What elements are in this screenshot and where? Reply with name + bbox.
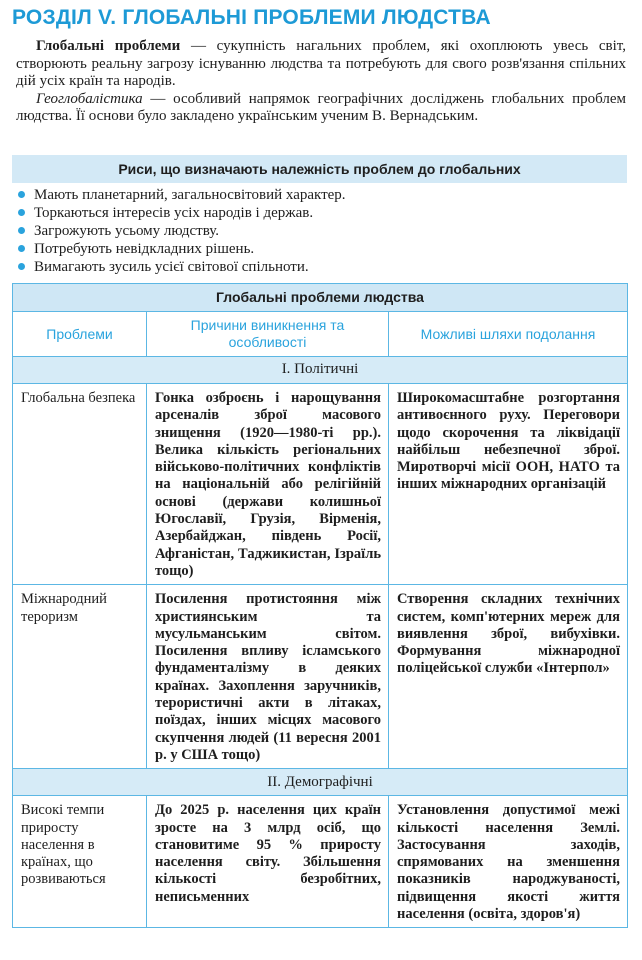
- list-item-text: Потребують невідкладних рішень.: [34, 241, 255, 257]
- list-item-text: Загрожують усьому людству.: [34, 223, 220, 239]
- term-global-problems: Глобальні проблеми: [36, 38, 181, 54]
- section-demographic: II. Демографічні: [13, 769, 628, 796]
- section-political: I. Політичні: [13, 357, 628, 384]
- bullet-icon: [18, 263, 25, 270]
- definition-text: — особливий напрямок географічних досліджень глобальних проблем людства. Її основи було закладено українським ученим В. Вернадським.: [16, 90, 626, 124]
- definition-text: — сукупність нагальних проблем, які охоплюють увесь світ, створюють реальну загрозу існуванню людства та потребують для свого розв'язання спільних дій усіх країн та народів.: [16, 38, 626, 89]
- bullet-icon: [18, 209, 25, 216]
- cell-problem: Глобальна безпека: [13, 384, 147, 585]
- cell-problem: Міжнародний тероризм: [13, 585, 147, 769]
- table-row: [13, 796, 628, 928]
- bullet-icon: [18, 245, 25, 252]
- intro-text: [16, 38, 626, 126]
- list-item: [16, 258, 346, 276]
- table-row: [13, 585, 628, 769]
- table-row: [13, 384, 628, 585]
- column-header-problems: Проблеми: [13, 312, 147, 357]
- features-heading: Риси, що визначають належність проблем до глобальних: [12, 155, 627, 183]
- list-item: [16, 204, 346, 222]
- table-header-row: [13, 312, 628, 357]
- chapter-heading: [12, 6, 491, 30]
- list-item-text: Вимагають зусиль усієї світової спільноти.: [34, 259, 309, 275]
- global-problems-table: [12, 283, 628, 928]
- cell-solutions: Установлення допустимої межі кількості населення Землі. Застосування заходів, спрямованих на зменшення показників народжуваності, підвищення якості життя населення (освіта, здоров'я): [389, 796, 628, 928]
- cell-solutions: Широкомасштабне розгортання антивоєнного руху. Переговори щодо скорочення та ліквідації найбільш небезпечної зброї. Миротворчі місії ООН, НАТО та інших міжнародних організацій: [389, 384, 628, 585]
- cell-causes: Посилення протистояння між християнським та мусульманським світом. Посилення впливу ісламського фундаменталізму в деяких країнах. Захоплення заручників, терористичні акти в літаках, поїздах, інших місцях масового скупчення людей (11 вересня 2001 р. у США тощо): [147, 585, 389, 769]
- column-header-solutions: Можливі шляхи подолання: [389, 312, 628, 357]
- table-title: Глобальні проблеми людства: [13, 284, 628, 312]
- list-item-text: Торкаються інтересів усіх народів і держав.: [34, 205, 314, 221]
- features-list: [16, 186, 346, 276]
- chapter-title: ГЛОБАЛЬНІ ПРОБЛЕМИ ЛЮДСТВА: [122, 6, 491, 29]
- cell-problem: Високі темпи приросту населення в країнах, що розвиваються: [13, 796, 147, 928]
- cell-causes: Гонка озброєнь і нарощування арсеналів зброї масового знищення (1920—1980-ті рр.). Велика кількість регіональних військово-політичних конфліктів на національній або релігійній основі (держави колишньої Югославії, Грузія, Вірменія, Азербайджан, південь Росії, Афганістан, Таджикистан, Ізраїль тощо): [147, 384, 389, 585]
- list-item: [16, 222, 346, 240]
- list-item: [16, 240, 346, 258]
- chapter-prefix: РОЗДІЛ V.: [12, 6, 117, 29]
- list-item: [16, 186, 346, 204]
- bullet-icon: [18, 227, 25, 234]
- definition-global-problems: [16, 38, 626, 91]
- bullet-icon: [18, 191, 25, 198]
- term-geoglobalistics: Геоглобалістика: [36, 90, 143, 107]
- definition-geoglobalistics: [16, 91, 626, 126]
- column-header-causes: Причини виникнення та особливості: [147, 312, 389, 357]
- list-item-text: Мають планетарний, загальносвітовий характер.: [34, 187, 346, 203]
- cell-solutions: Створення складних технічних систем, комп'ютерних мереж для виявлення зброї, вибухівки. Формування міжнародної поліцейської служби «Інтерпол»: [389, 585, 628, 769]
- cell-causes: До 2025 р. населення цих країн зросте на 3 млрд осіб, що становитиме 95 % приросту населення світу. Збільшення кількості безробітних, неписьменних: [147, 796, 389, 928]
